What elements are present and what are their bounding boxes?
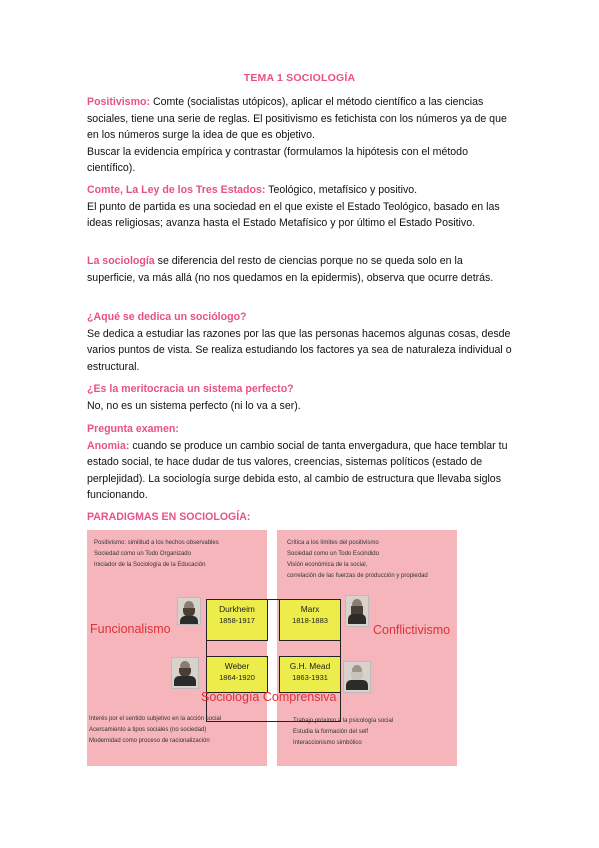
- list-item: Modernidad como proceso de racionalización: [89, 738, 210, 744]
- paradigmas-section: [87, 509, 512, 526]
- marx-name: Marx: [300, 604, 320, 614]
- anomia-label: Anomia:: [87, 439, 130, 452]
- weber-name: Weber: [224, 661, 250, 671]
- comte-label: Comte, La Ley de los Tres Estados:: [87, 184, 266, 196]
- sociologia-label: La sociología: [87, 255, 155, 267]
- list-item: Visión económica de la social,: [287, 562, 368, 568]
- mead-years: 1863-1931: [292, 673, 328, 682]
- examen-heading: Pregunta examen:: [87, 423, 179, 435]
- mead-name: G.H. Mead: [289, 661, 331, 671]
- q1-text: Se dedica a estudiar las razones por las que las personas hacemos algunas cosas, desde varios puntos de vista. Se realiza estudiando los factores ya sea de naturaleza individual o estructural.: [87, 327, 512, 373]
- list-item: Positivismo: similitud a los hechos observables: [94, 540, 219, 546]
- durkheim-years: 1858-1917: [219, 616, 255, 625]
- list-item: Sociedad como un Todo Escindido: [287, 551, 379, 557]
- positivismo-section: [87, 94, 512, 177]
- marx-years: 1818-1883: [292, 616, 328, 625]
- examen-section: [87, 421, 512, 504]
- list-item: Interés por el sentido subjetivo en la acción social: [89, 716, 222, 722]
- weber-portrait: [171, 657, 199, 689]
- q2-text: No, no es un sistema perfecto (ni lo va a ser).: [87, 399, 301, 412]
- list-item: Crítica a los límites del positivismo: [287, 540, 379, 546]
- list-item: Interaccionismo simbólico: [293, 740, 362, 746]
- comprensiva-weber-list: [89, 714, 221, 747]
- conflictivismo-list: [287, 538, 428, 582]
- comprensiva-label: Sociología Comprensiva: [201, 690, 337, 704]
- comte-text: Teológico, metafísico y positivo.: [265, 184, 418, 196]
- page-title: TEMA 1 SOCIOLOGÍA: [243, 72, 356, 84]
- weber-years: 1864-1920: [219, 673, 255, 682]
- paradigmas-diagram: [87, 530, 457, 766]
- durkheim-name: Durkheim: [219, 604, 255, 614]
- q2-section: [87, 381, 512, 414]
- list-item: Sociedad como un Todo Organizado: [94, 551, 191, 557]
- q2-heading: ¿Es la meritocracia un sistema perfecto?: [87, 383, 294, 395]
- positivismo-label: Positivismo:: [87, 96, 150, 108]
- list-item: Trabajo próximo a la psicología social: [293, 718, 394, 724]
- q1-heading: ¿Aqué se dedica un sociólogo?: [87, 311, 247, 323]
- list-item: Estudia la formación del self: [293, 729, 369, 735]
- marx-box: [279, 599, 341, 641]
- positivismo-text: Comte (socialistas utópicos), aplicar el método científico a las ciencias sociales, tiene una serie de reglas. El positivismo es fetichista con los números ya de que en los números surge la idea de que es objetivo.: [87, 96, 507, 142]
- durkheim-portrait: [177, 597, 201, 625]
- positivismo-text2: Buscar la evidencia empírica y contrastar (formulamos la hipótesis con el método científico).: [87, 145, 468, 175]
- list-item: Acercamiento a tipos sociales (no sociedad): [89, 727, 207, 733]
- conflictivismo-label: Conflictivismo: [373, 623, 451, 637]
- sociologia-section: [87, 253, 512, 286]
- comte-text2: El punto de partida es una sociedad en el que existe el Estado Teológico, basado en las ideas religiosas; avanza hasta el Estado Metafísico y por último el Estado Positivo.: [87, 200, 500, 230]
- anomia-text: cuando se produce un cambio social de tanta envergadura, que hace temblar tu estado social, te hace dudar de tus valores, creencias, sistemas políticos (estado de perplejidad). La sociología surge debida esto, al cambio de estructura que llevaba siglos funcionando.: [87, 439, 508, 502]
- paradigmas-heading: PARADIGMAS EN SOCIOLOGÍA:: [87, 511, 251, 523]
- weber-box: [206, 656, 268, 693]
- marx-portrait: [345, 595, 369, 627]
- durkheim-box: [206, 599, 268, 641]
- list-item: Iniciador de la Sociología de la Educación: [94, 562, 206, 568]
- mead-box: [279, 656, 341, 693]
- comte-section: [87, 182, 512, 232]
- q1-section: [87, 309, 512, 375]
- sociologia-text: se diferencia del resto de ciencias porque no se queda solo en la superficie, va más allá (no nos quedamos en la epidermis), observa que ocurre detrás.: [87, 255, 494, 284]
- mead-portrait: [343, 661, 371, 693]
- funcionalismo-list: [94, 538, 219, 571]
- funcionalismo-label: Funcionalismo: [90, 622, 171, 636]
- list-item: correlación de las fuerzas de producción y propiedad: [287, 573, 428, 579]
